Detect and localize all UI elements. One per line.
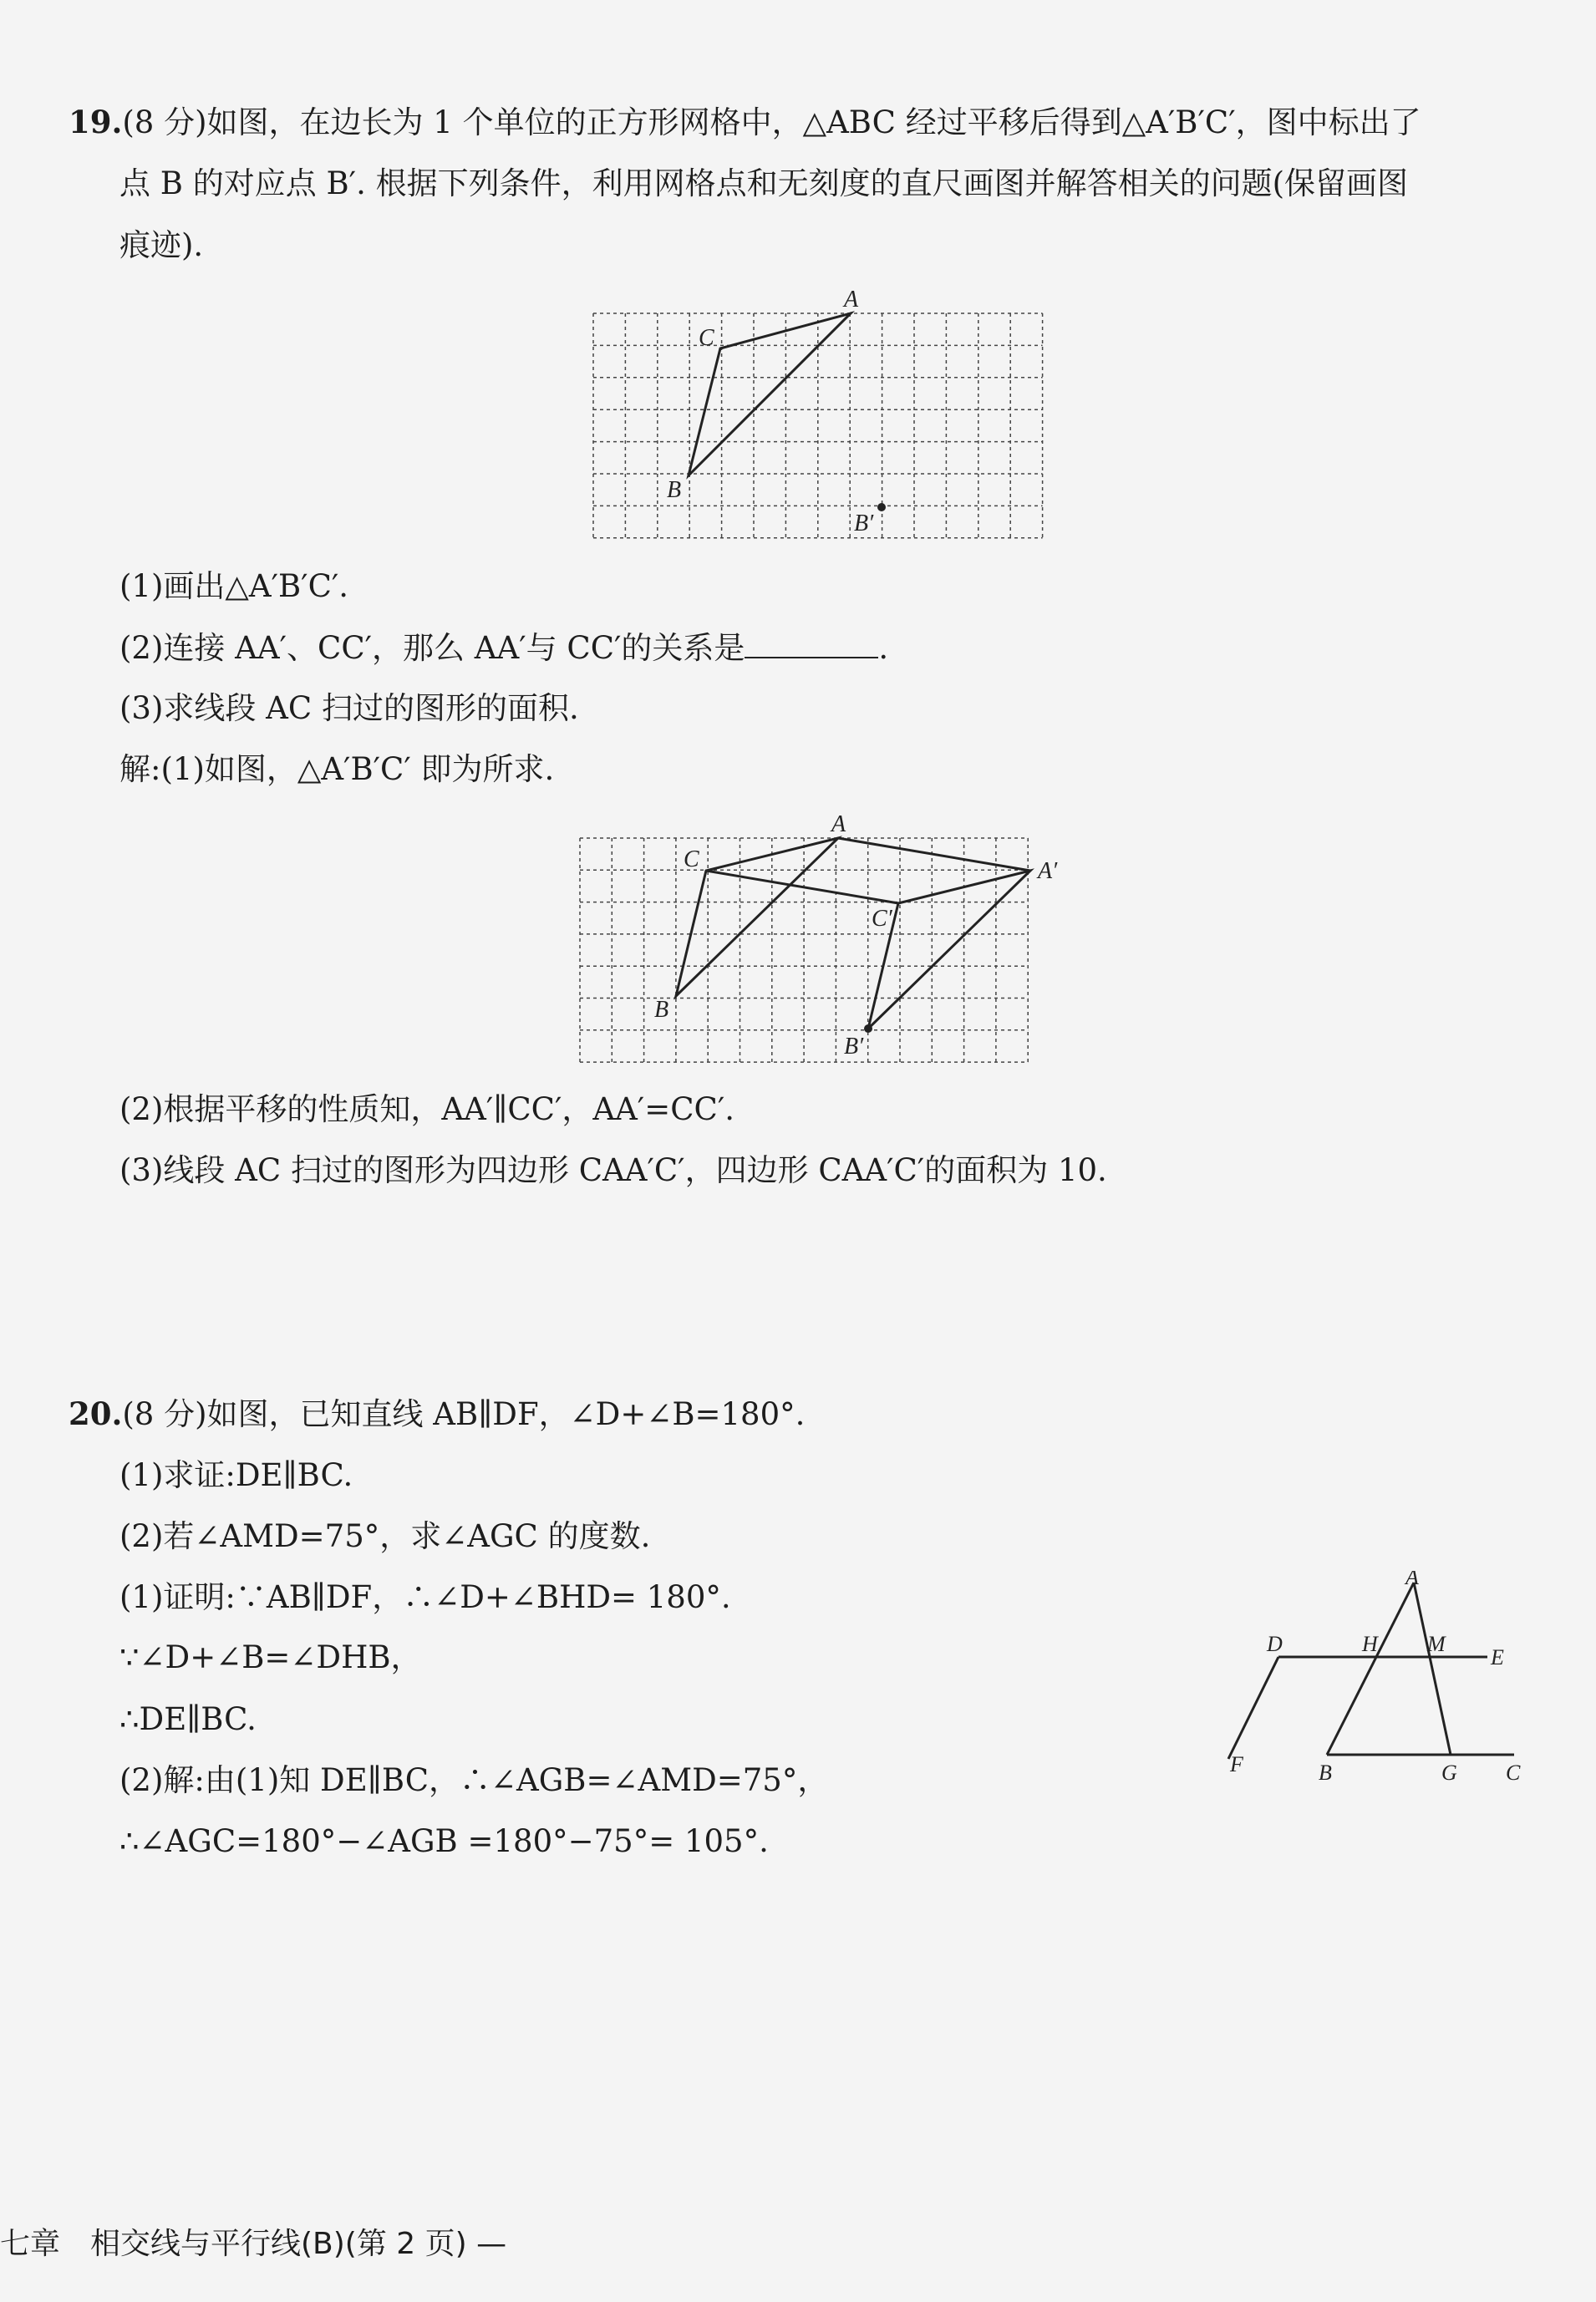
q20-line-1 xyxy=(69,1392,805,1436)
segment-ab xyxy=(1327,1583,1414,1755)
q20-proof-2: ∵∠D+∠B=∠DHB， xyxy=(119,1639,422,1675)
label-e: E xyxy=(1491,1645,1504,1669)
q19-line-1 xyxy=(69,100,1421,145)
q20-proof-3: ∴DE∥BC. xyxy=(119,1701,257,1737)
label-b-prime: B′ xyxy=(844,1034,864,1060)
q20-part2: (2)若∠AMD=75°，求∠AGC 的度数. xyxy=(119,1518,651,1554)
q20-number: 20. xyxy=(69,1395,123,1432)
q19-solution-2: (2)根据平移的性质知，AA′∥CC′，AA′=CC′. xyxy=(119,1091,734,1127)
q20-stem: (8 分)如图，已知直线 AB∥DF，∠D+∠B=180°. xyxy=(122,1396,806,1432)
label-a: A xyxy=(844,288,859,313)
q20-proof-4: (2)解:由(1)知 DE∥BC，∴∠AGB=∠AMD=75°， xyxy=(119,1762,829,1798)
answer-blank[interactable] xyxy=(745,628,878,658)
q19-part1: (1)画出△A′B′C′. xyxy=(119,568,349,604)
q19-solution-figure xyxy=(568,806,1086,1065)
q19-solution-3: (3)线段 AC 扫过的图形为四边形 CAA′C′，四边形 CAA′C′的面积为 10. xyxy=(119,1152,1107,1188)
q19-part2-text: (2)连接 AA′、CC′，那么 AA′与 CC′的关系是 xyxy=(119,630,745,666)
point-b-prime xyxy=(864,1024,872,1033)
label-b-prime: B′ xyxy=(854,511,874,536)
q19-part3: (3)求线段 AC 扫过的图形的面积. xyxy=(119,690,579,726)
q20-proof-1: (1)证明:∵AB∥DF，∴∠D+∠BHD= 180°. xyxy=(119,1579,731,1615)
q19-solution-1: 解:(1)如图，△A′B′C′ 即为所求. xyxy=(119,751,555,787)
line-df xyxy=(1228,1657,1278,1759)
q19-part2 xyxy=(119,627,888,670)
label-d: D xyxy=(1267,1632,1283,1656)
label-b: B xyxy=(667,477,682,503)
q20-figure xyxy=(1203,1571,1546,1796)
label-f: F xyxy=(1230,1752,1243,1776)
segment-aa-prime xyxy=(838,838,1030,871)
triangle-abc xyxy=(676,838,838,996)
point-b-prime xyxy=(877,503,886,511)
label-a-prime: A′ xyxy=(1038,858,1058,884)
label-m: M xyxy=(1427,1632,1446,1656)
q19-line-3: 痕迹). xyxy=(119,227,204,263)
label-h: H xyxy=(1362,1632,1378,1656)
segment-cc-prime xyxy=(706,871,898,903)
label-c-prime: C′ xyxy=(872,906,892,932)
q20-proof-5: ∴∠AGC=180°−∠AGB =180°−75°= 105°. xyxy=(119,1823,769,1859)
label-c: C xyxy=(699,325,714,351)
q19-figure-grid xyxy=(585,288,1053,543)
label-b: B xyxy=(1319,1761,1332,1785)
q19-stem-1: (8 分)如图，在边长为 1 个单位的正方形网格中，△ABC 经过平移后得到△A′B′C′，图中标出了 xyxy=(122,104,1421,140)
label-c: C xyxy=(1506,1761,1521,1785)
label-b: B xyxy=(654,997,669,1023)
label-c: C xyxy=(684,846,699,872)
label-g: G xyxy=(1441,1761,1457,1785)
segment-ag xyxy=(1414,1583,1451,1755)
q19-line-2: 点 B 的对应点 B′. 根据下列条件，利用网格点和无刻度的直尺画图并解答相关的问题(保留画图 xyxy=(119,165,1409,201)
q19-number: 19. xyxy=(69,104,123,140)
q20-part1: (1)求证:DE∥BC. xyxy=(119,1457,353,1493)
triangle-a-prime-b-prime-c-prime xyxy=(868,871,1030,1029)
q19-part2-end: . xyxy=(878,630,889,666)
label-a: A xyxy=(1405,1571,1419,1589)
label-a: A xyxy=(831,811,846,837)
page-footer: 七章 相交线与平行线(B)(第 2 页) — xyxy=(0,2227,507,2261)
